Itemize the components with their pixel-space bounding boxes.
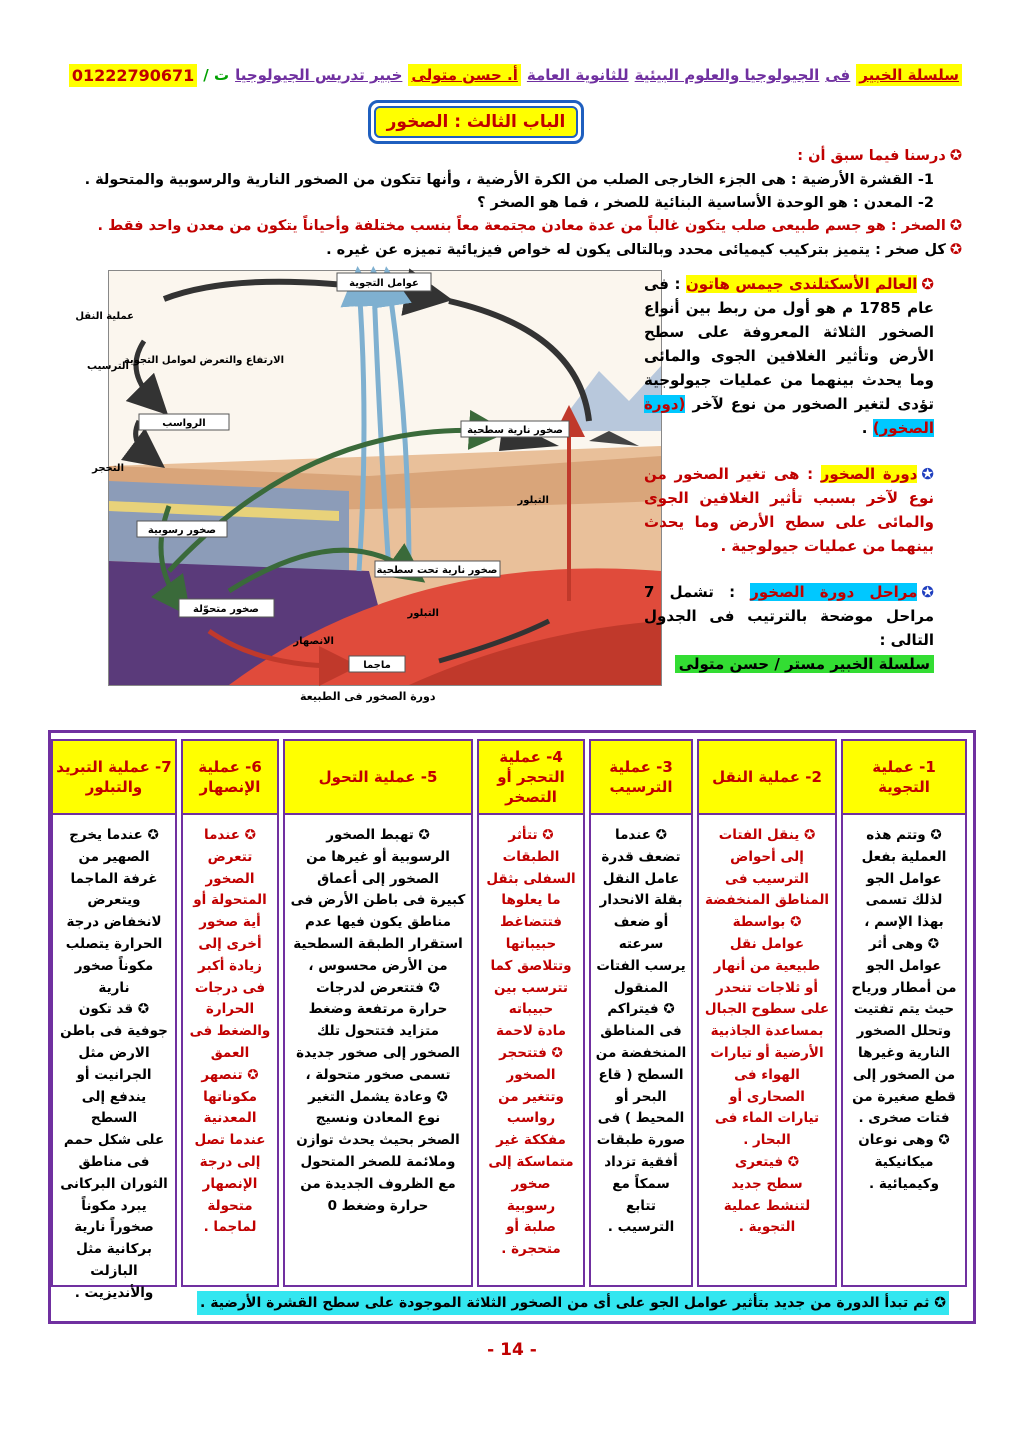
series-badge: سلسلة الخبير مستر / حسن متولى xyxy=(675,655,934,673)
stage-7-line: الجرانيت أو xyxy=(76,1066,152,1083)
stage-3-line: عامل النقل xyxy=(602,870,680,887)
stage-1-line: النارية وغيرها xyxy=(858,1044,950,1061)
page-header xyxy=(60,60,962,90)
stage-1-line: العملية بفعل xyxy=(861,848,947,865)
page-number: - 14 - xyxy=(487,1340,537,1360)
stage-2-line: المناطق المنخفضة xyxy=(704,892,830,909)
intro-point-2: 2- المعدن : هو الوحدة الأساسية البنائية للصخر ، فما هو الصخر ؟ xyxy=(477,195,934,211)
each-rock-text: كل صخر : يتميز بتركيب كيميائى محدد وبالتالى يكون له خواص فيزيائية تميزه عن غيره . xyxy=(326,242,946,258)
stage-5-title: 5- عملية التحول xyxy=(285,741,471,815)
intro-point-1: 1- القشرة الأرضية : هى الجزء الخارجى الصلب من الكرة الأرضية ، وأنها تتكون من الصخور النارية والرسوبية والمتحولة . xyxy=(84,172,934,188)
stage-2-line: تيارات الماء فى xyxy=(714,1110,820,1127)
stage-3-line: تضعف قدرة xyxy=(601,848,681,865)
stage-4-line: وتتلاصق كما xyxy=(490,957,572,974)
stage-4-line: حبيباته xyxy=(508,1001,554,1018)
stage-4-line: رواسب xyxy=(506,1110,556,1127)
stage-7-line: غرفة الماجما xyxy=(70,870,158,887)
stage-2-line: على سطوح الجبال xyxy=(704,1001,830,1018)
stage-2-line: بمساعدة الجاذبية xyxy=(710,1023,824,1040)
stage-7-line: الارض مثل xyxy=(78,1044,150,1061)
stage-6-line: زيادة أكبر xyxy=(198,957,262,974)
stage-3-line: سرعته xyxy=(618,935,664,952)
stage-6-line: العمق xyxy=(210,1044,250,1061)
stage-7-body xyxy=(57,825,171,1305)
header-phone: 01222790671 xyxy=(69,64,197,87)
stage-4-line: فتتضاغط xyxy=(500,914,562,931)
stage-5-line: حرارة وضغط 0 xyxy=(327,1197,429,1214)
stage-6-line: أخرى إلى xyxy=(198,935,262,952)
chapter-title-box xyxy=(368,100,584,144)
stage-2-line: لتنشط عملية xyxy=(723,1197,811,1214)
stage-5-body xyxy=(289,825,467,1217)
rock-cycle-diagram xyxy=(75,271,661,685)
stage-column-2 xyxy=(697,739,837,1287)
stage-1-line: وتحلل الصخور xyxy=(856,1023,952,1040)
stage-2-line: أو ثلاجات تنحدر xyxy=(716,979,818,996)
figure-caption: دورة الصخور فى الطبيعة xyxy=(300,690,436,703)
stage-3-line: البحر أو xyxy=(615,1088,667,1105)
stage-7-line: ويتعرض xyxy=(87,892,141,909)
star-icon: ✪ xyxy=(949,148,962,164)
stage-5-line: متزايد فتتحول تلك xyxy=(316,1023,440,1040)
label-cryst-bottom: التبلور xyxy=(407,608,439,619)
stage-7-line: والأنديزيت . xyxy=(74,1284,154,1301)
stage-2-line: ✪ ينقل الفتات xyxy=(718,827,816,843)
stage-7-line: بركانية مثل xyxy=(76,1241,152,1258)
stage-5-line: مناطق يكون فيها عدم xyxy=(304,914,452,931)
stages-text: : تشمل 7 مراحل موضحة بالترتيب فى الجدول التالى : xyxy=(644,583,934,649)
stage-6-line: المعدنية xyxy=(203,1110,257,1127)
stage-1-line: ✪ وتتم هذه xyxy=(866,827,942,843)
each-rock-line xyxy=(326,242,962,258)
stage-4-line: السفلى بثقل xyxy=(486,870,576,887)
table-footer-note: ✪ ثم تبدأ الدورة من جديد بتأثير عوامل الجو على أى من الصخور الثلاثة الموجودة على سطح القشرة الأرضية . xyxy=(197,1291,949,1315)
stage-3-line: أو ضعف xyxy=(613,914,669,931)
intro-learned-line xyxy=(797,148,962,164)
stage-1-line: لذلك تسمى xyxy=(865,892,943,909)
hutton-end: . xyxy=(861,419,868,437)
header-expert: خبير تدريس الجيولوجيا xyxy=(235,66,403,84)
stage-4-title: 4- عملية التحجر أو التصخر xyxy=(479,741,583,815)
stage-5-line: الرسوبية أو غيرها من xyxy=(306,848,450,865)
cycle-text: : هى تغير الصخور من نوع لآخر بسبب تأثير الغلافين الجوى والمائى على سطح الأرض وما يحدث بينهما من عمليات جيولوجية . xyxy=(644,465,934,555)
label-melting: الانصهار xyxy=(293,636,334,647)
stage-3-line: الترسيب . xyxy=(607,1219,675,1236)
stages-block xyxy=(644,580,934,676)
stage-1-line: وكيميائية . xyxy=(869,1175,939,1192)
stage-5-line: الصخور إلى صخور جديدة xyxy=(296,1044,460,1061)
stage-3-line: المنخفضة من xyxy=(595,1044,687,1061)
stage-5-line: الصخور إلى أعماق xyxy=(317,870,439,887)
stage-4-line: متحجرة . xyxy=(501,1241,561,1258)
stage-2-line: الهواء فى xyxy=(734,1066,800,1083)
stage-3-line: فى المناطق xyxy=(600,1023,682,1040)
stages-title: مراحل دورة الصخور xyxy=(750,583,918,601)
stage-4-body xyxy=(483,825,579,1261)
stage-3-line: أفقية تزداد xyxy=(604,1153,678,1170)
stage-3-body xyxy=(595,825,687,1239)
stage-7-line: الحرارة يتصلب xyxy=(65,935,163,952)
stage-4-line: متماسكة إلى xyxy=(488,1153,574,1170)
stage-6-line: الإنصهار xyxy=(202,1175,258,1192)
stage-1-body xyxy=(847,825,961,1196)
stage-6-body xyxy=(187,825,273,1239)
stage-3-line: صورة طبقات xyxy=(596,1132,686,1149)
header-level: للثانوية العامة xyxy=(526,66,629,84)
star-icon: ✪ xyxy=(921,583,934,601)
stage-7-title: 7- عملية التبريد والتبلور xyxy=(53,741,175,815)
stage-1-line: قطع صغيرة من xyxy=(852,1088,956,1105)
stage-5-line: ✪ تهبط الصخور xyxy=(326,827,430,843)
stage-6-line: متحولة xyxy=(207,1197,253,1214)
hutton-colon: : xyxy=(674,275,681,293)
stage-5-line: مع الظروف الجديدة من xyxy=(300,1175,456,1192)
stage-7-line: يندفع إلى السطح xyxy=(81,1088,147,1127)
hutton-text: فى عام 1785 م هو أول من ربط بين أنواع الصخور الثلاثة المعروفة على سطح الأرض وتأثير الغلافين الجوى والمائى وما يحدث بينهما من عمليات جيولوجية تؤدى لتغير الصخور من نوع لآخر xyxy=(644,275,934,413)
stage-7-line: الثوران البركانى xyxy=(60,1175,168,1192)
stage-4-line: حبيباتها xyxy=(505,935,557,952)
stage-2-line: الترسيب فى xyxy=(725,870,809,887)
stage-4-line: صخور xyxy=(511,1175,551,1192)
stage-6-line: إلى درجة xyxy=(199,1153,261,1170)
stage-7-line: ✪ قد تكون xyxy=(78,1001,150,1018)
stage-5-line: كبيرة فى باطن الأرض فى xyxy=(290,892,466,909)
stage-4-line: صلبة أو xyxy=(506,1219,556,1236)
stage-3-line: بقلة الانحدار xyxy=(599,892,683,909)
stage-1-line: ميكانيكية xyxy=(874,1153,934,1170)
stage-2-line: سطح جديد xyxy=(731,1175,803,1192)
stage-2-line: عوامل نقل xyxy=(729,935,805,952)
label-lithification: التحجر xyxy=(92,463,124,474)
stage-1-line: من أمطار ورياح xyxy=(851,979,957,996)
label-cryst-top: التبلور xyxy=(517,495,549,506)
stage-2-line: البحار . xyxy=(743,1132,791,1149)
stage-6-line: عندما تصل xyxy=(194,1132,266,1149)
stage-5-line: ✪ فتتعرض لدرجات xyxy=(316,979,440,996)
rock-definition: الصخر : هو جسم طبيعى صلب يتكون غالباً من عدة معادن مجتمعة معاً بنسب مختلفة وأحياناً يتكون من معدن واحد فقط . xyxy=(97,218,946,234)
hutton-block xyxy=(644,272,934,440)
stage-2-line: الأرضية أو تيارات xyxy=(710,1044,824,1061)
label-metamorphic: صخور متحوّلة xyxy=(193,604,259,615)
stage-7-line: فى مناطق xyxy=(78,1153,150,1170)
rock-cycle-figure xyxy=(75,270,662,686)
stage-4-line: ما يعلوها xyxy=(501,892,561,909)
star-icon: ✪ xyxy=(949,242,962,258)
stage-5-line: تسمى صخور متحولة ، xyxy=(305,1066,451,1083)
label-weathering: عوامل التجوية xyxy=(349,278,419,289)
stage-2-title: 2- عملية النقل xyxy=(699,741,835,815)
stage-2-line: إلى أحواض xyxy=(730,848,804,865)
stages-table xyxy=(48,730,976,1324)
stage-3-line: تتابع xyxy=(626,1197,656,1214)
stage-5-line: ✪ وعادة يشمل التغير xyxy=(308,1088,448,1105)
stage-3-line: ✪ عندما xyxy=(615,827,667,843)
stage-7-line: مكوناً صخور xyxy=(74,957,154,974)
stage-2-line: الصحارى أو xyxy=(729,1088,805,1105)
stage-6-line: أية صخور xyxy=(199,914,261,931)
label-extrusive: صخور نارية سطحية xyxy=(467,425,563,436)
stage-4-line: رسوبية xyxy=(506,1197,556,1214)
intro-learned: درسنا فيما سبق أن : xyxy=(797,148,946,164)
stage-5-line: الصخر بحيث يحدث توازن xyxy=(296,1132,460,1149)
stage-2-line: التجوية . xyxy=(738,1219,796,1236)
stage-7-line: الصهير من xyxy=(78,848,150,865)
stage-5-line: استقرار الطبقة السطحية xyxy=(293,935,463,952)
stage-2-line: ✪ فيتعرى xyxy=(734,1153,800,1170)
rock-definition-line xyxy=(98,218,962,234)
header-subjects: الجيولوجيا والعلوم البيئية xyxy=(634,66,820,84)
stage-6-line: ✪ عندما xyxy=(204,827,256,843)
label-magma: ماجما xyxy=(363,660,391,671)
stage-1-line: حيث يتم تفتيت xyxy=(853,1001,955,1018)
stage-6-line: الصخور xyxy=(205,870,255,887)
stage-1-title: 1- عملية التجوية xyxy=(843,741,965,815)
label-sediments: الرواسب xyxy=(162,418,206,429)
stage-4-line: وتتغير من xyxy=(498,1088,564,1105)
label-deposition: الترسيب xyxy=(87,361,129,372)
stage-7-line: لانخفاض درجة xyxy=(66,914,162,931)
stage-3-title: 3- عملية الترسيب xyxy=(591,741,691,815)
stage-column-6 xyxy=(181,739,279,1287)
star-icon: ✪ xyxy=(921,275,934,293)
stage-7-line: صخوراً نارية xyxy=(74,1219,154,1236)
stage-3-line: يرسب الفتات xyxy=(596,957,686,974)
stage-1-line: ✪ وهى نوعان xyxy=(858,1132,950,1149)
stage-6-line: والضغط فى xyxy=(189,1023,271,1040)
stage-1-line: ✪ وهى أثر xyxy=(868,935,940,952)
stage-5-line: نوع المعادن ونسيج xyxy=(315,1110,441,1127)
star-icon: ✪ xyxy=(949,218,962,234)
stage-6-title: 6- عملية الإنصهار xyxy=(183,741,277,815)
hutton-term: (دورة الصخور) xyxy=(644,395,934,437)
stage-column-7 xyxy=(51,739,177,1301)
stage-5-line: وملائمة للصخر المتحول xyxy=(300,1153,456,1170)
stage-4-line: مفككة غير xyxy=(496,1132,566,1149)
stage-6-line: فى درجات xyxy=(194,979,266,996)
header-tel: ت / xyxy=(203,66,230,84)
stage-2-line: طبيعية من أنهار xyxy=(713,957,821,974)
stage-6-line: تتعرض xyxy=(207,848,253,865)
chapter-title: الباب الثالث : الصخور xyxy=(374,106,578,138)
stage-column-5 xyxy=(283,739,473,1287)
stage-4-line: الصخور xyxy=(506,1066,556,1083)
stage-2-line: ✪ بواسطة xyxy=(732,914,802,931)
stage-3-line: المحيط ) فى xyxy=(597,1110,685,1127)
stage-1-line: من الصخور إلى xyxy=(852,1066,956,1083)
stage-7-line: نارية xyxy=(98,979,130,996)
stage-7-line: يبرد مكوناً xyxy=(81,1197,147,1214)
header-fi: فى xyxy=(825,66,851,84)
series-name: سلسلة الخبير xyxy=(856,64,962,86)
stage-3-line: ✪ فيتراكم xyxy=(607,1001,675,1018)
stage-4-line: تترسب بين xyxy=(494,979,568,996)
stage-column-1 xyxy=(841,739,967,1287)
stage-6-line: لماجما . xyxy=(203,1219,257,1236)
stage-column-3 xyxy=(589,739,693,1287)
label-transport: عملية النقل xyxy=(75,311,134,322)
stage-7-line: ✪ عندما يخرج xyxy=(69,827,159,843)
stage-1-line: عوامل الجو xyxy=(866,957,942,974)
cycle-title: دورة الصخور xyxy=(820,465,918,483)
stage-4-line: ✪ تتأثر xyxy=(508,827,554,843)
star-icon: ✪ xyxy=(921,465,934,483)
stage-2-body xyxy=(703,825,831,1239)
label-sedimentary: صخور رسوبية xyxy=(147,525,217,536)
stage-6-line: ✪ تنصهر xyxy=(201,1066,259,1083)
label-uplift: الارتفاع والتعرض لعوامل التجوية xyxy=(123,355,284,366)
stage-7-line: جوفية فى باطن xyxy=(60,1023,168,1040)
stage-6-line: الحرارة xyxy=(205,1001,255,1018)
label-intrusive: صخور نارية تحت سطحية xyxy=(376,565,498,576)
stage-5-line: من الأرض محسوس ، xyxy=(308,957,448,974)
stage-column-4 xyxy=(477,739,585,1287)
stage-5-line: حرارة مرتفعة وضغط xyxy=(308,1001,448,1018)
stage-7-line: على شكل حمم xyxy=(63,1132,165,1149)
stage-6-line: المتحولة أو xyxy=(193,892,267,909)
stage-4-line: الطبقات xyxy=(502,848,560,865)
cycle-definition-block xyxy=(644,462,934,558)
stage-6-line: مكوناتها xyxy=(203,1088,257,1105)
stage-3-line: السطح ( قاع xyxy=(598,1066,684,1083)
stage-4-line: مادة لاحمة xyxy=(495,1023,567,1040)
stage-3-line: المنقول xyxy=(613,979,669,996)
stage-4-line: ✪ فتتحجر xyxy=(499,1044,563,1061)
header-teacher: أ. حسن متولى xyxy=(408,64,520,86)
stage-1-line: بهذا الإسم ، xyxy=(864,914,944,931)
stage-1-line: عوامل الجو xyxy=(866,870,942,887)
stage-7-line: البازلت xyxy=(90,1262,138,1279)
stage-3-line: سمكاً مع xyxy=(612,1175,670,1192)
stage-1-line: فتات صخرى . xyxy=(858,1110,950,1127)
hutton-title: العالم الأسكتلندى جيمس هاتون xyxy=(686,275,918,293)
